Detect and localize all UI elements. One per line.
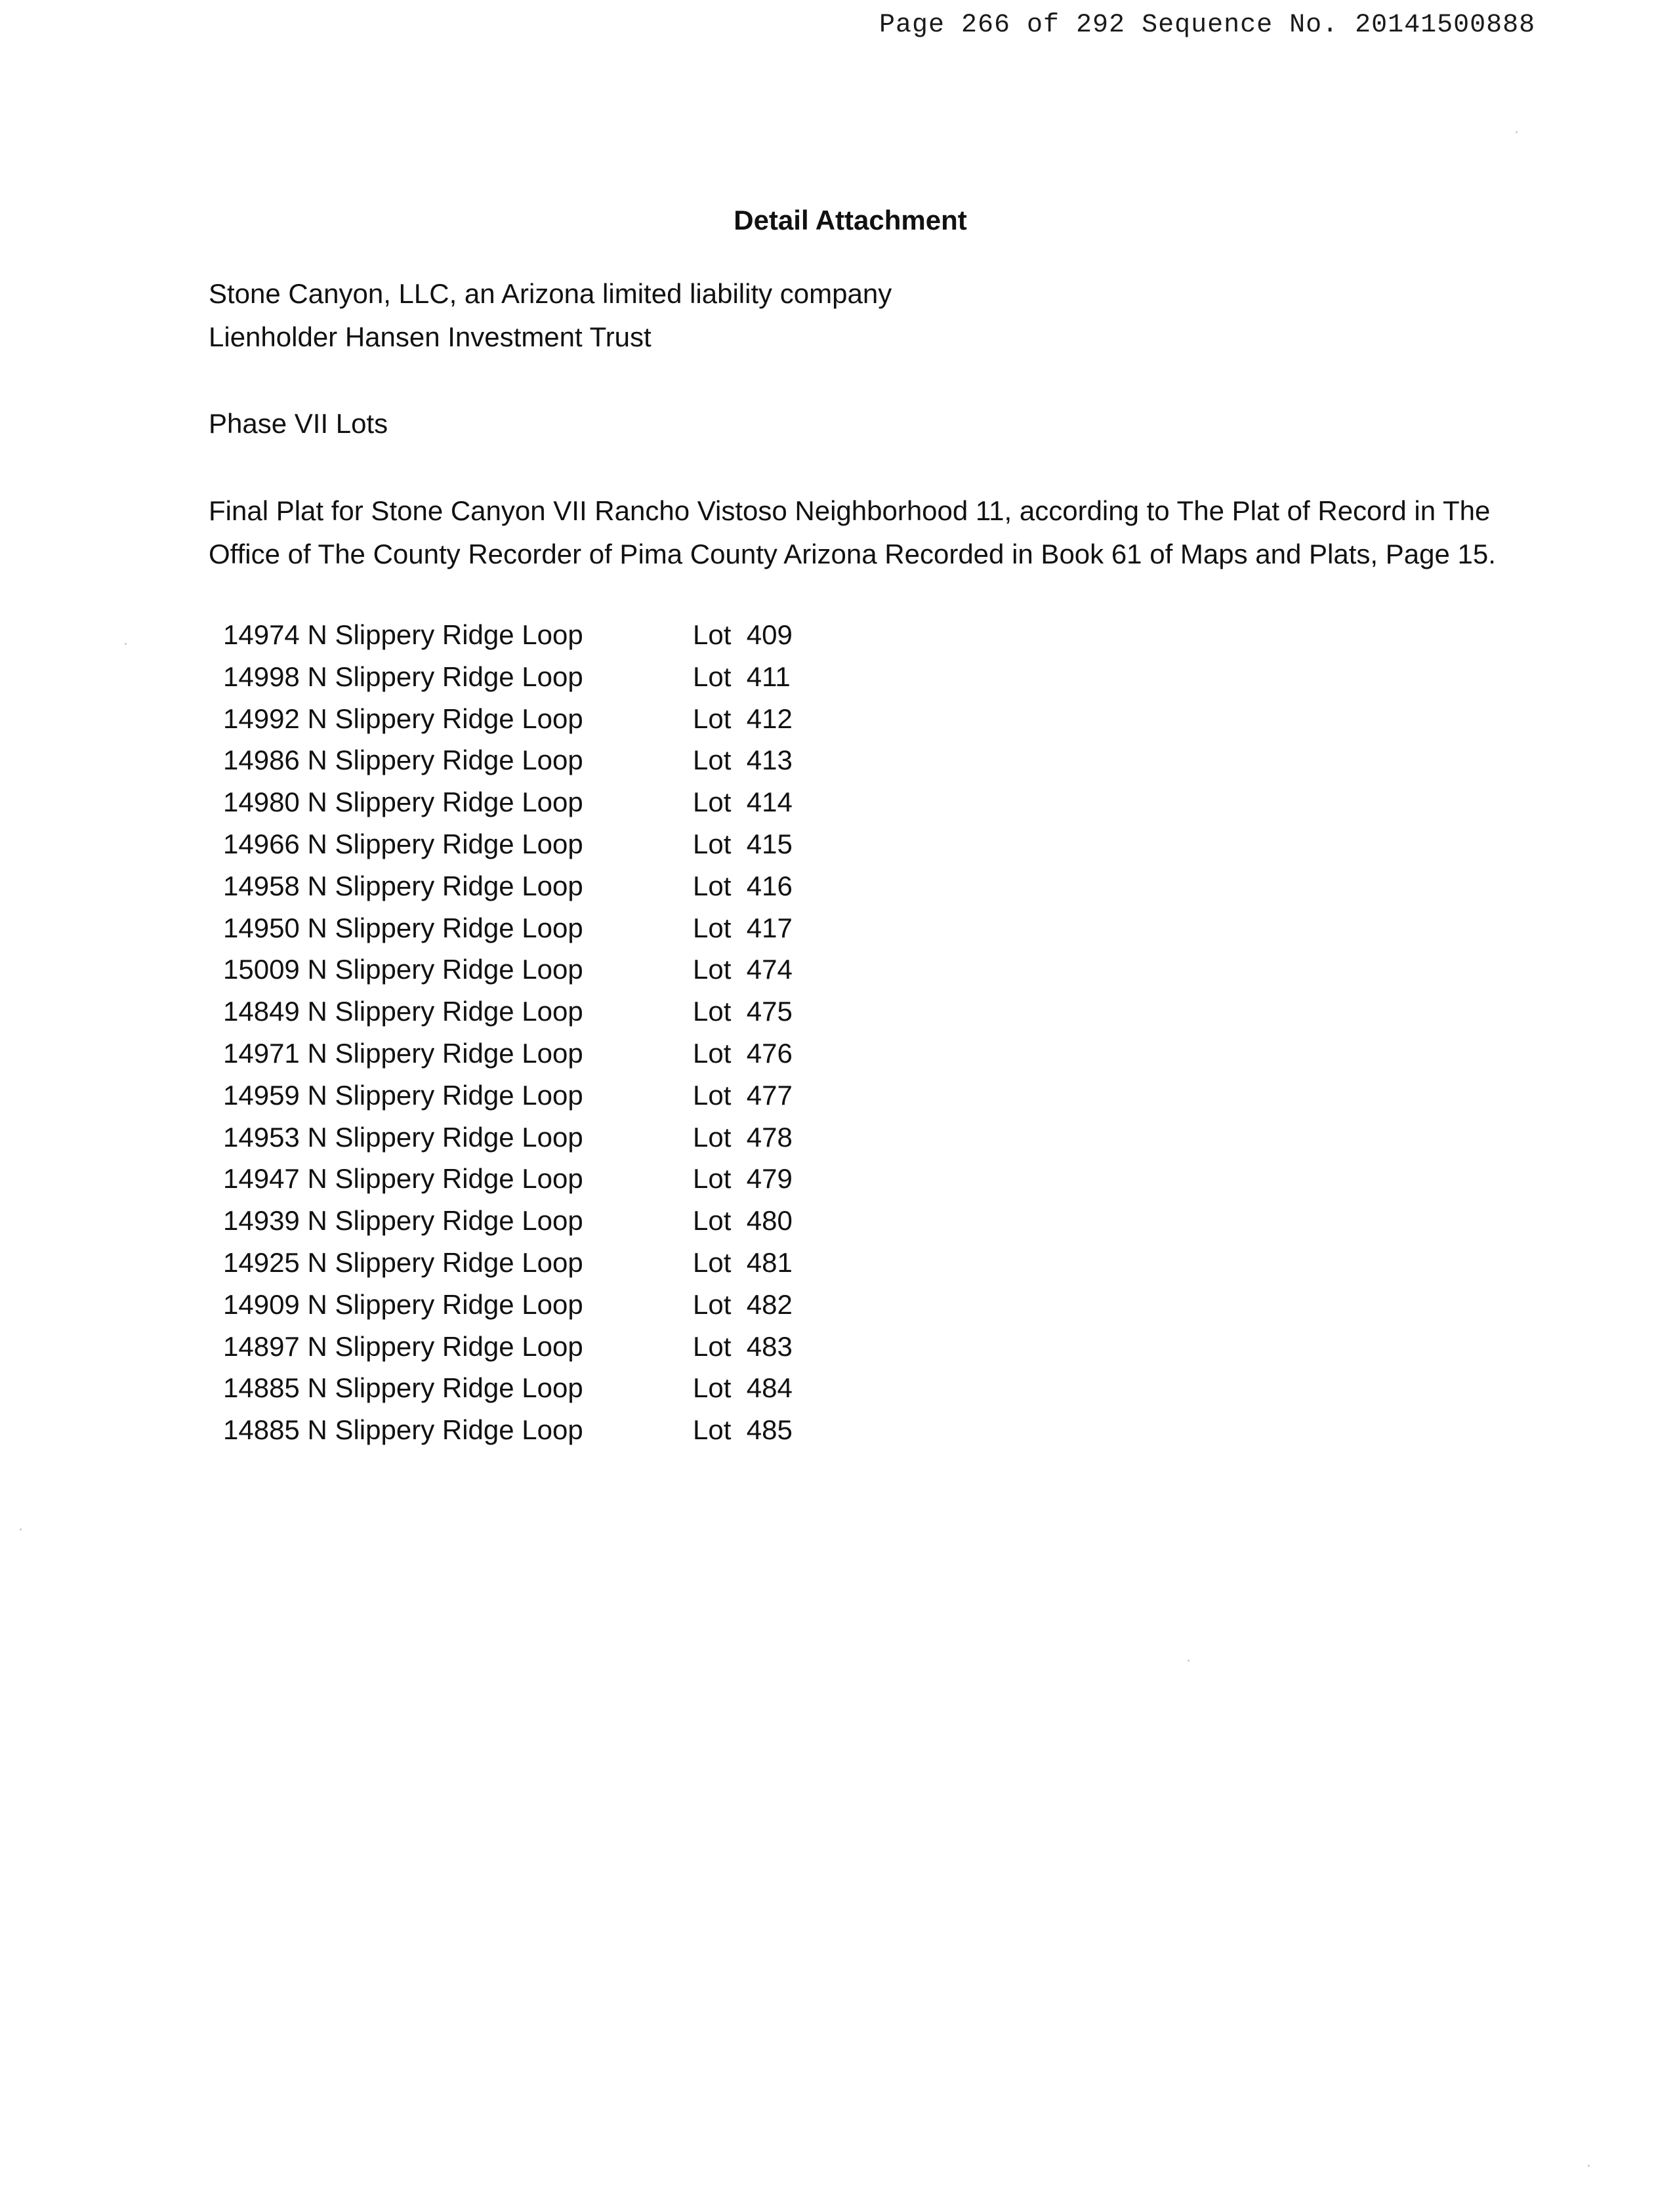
lot-number: Lot 485 <box>693 1414 793 1446</box>
lot-number: Lot 413 <box>693 745 793 776</box>
scan-speck <box>125 643 127 645</box>
lot-number: Lot 416 <box>693 870 793 901</box>
lot-number: Lot 412 <box>693 703 793 734</box>
lot-address: 14986 N Slippery Ridge Loop <box>223 745 583 776</box>
scan-speck <box>1188 1660 1190 1662</box>
lienholder-line: Lienholder Hansen Investment Trust <box>209 321 652 352</box>
lot-number: Lot 478 <box>693 1121 793 1153</box>
legal-description-line: Office of The County Recorder of Pima County Arizona Recorded in Book 61 of Maps and Plats, Page 15. <box>209 539 1496 569</box>
lot-number: Lot 484 <box>693 1372 793 1404</box>
lot-number: Lot 480 <box>693 1205 793 1237</box>
scan-speck <box>1516 131 1518 133</box>
lot-number: Lot 482 <box>693 1288 793 1320</box>
lot-number: Lot 417 <box>693 912 793 943</box>
lot-address: 14885 N Slippery Ridge Loop <box>223 1414 583 1446</box>
lot-number: Lot 411 <box>693 661 791 692</box>
legal-description-line: Final Plat for Stone Canyon VII Rancho Vistoso Neighborhood 11, according to The Plat of Record in The <box>209 495 1491 526</box>
lot-number: Lot 481 <box>693 1246 793 1278</box>
lot-address: 14966 N Slippery Ridge Loop <box>223 828 583 859</box>
owner-line: Stone Canyon, LLC, an Arizona limited liability company <box>209 278 892 309</box>
lot-address: 14974 N Slippery Ridge Loop <box>223 619 583 650</box>
section-heading: Phase VII Lots <box>209 408 388 439</box>
lot-address: 14958 N Slippery Ridge Loop <box>223 870 583 901</box>
lot-number: Lot 477 <box>693 1079 793 1111</box>
lot-address: 14885 N Slippery Ridge Loop <box>223 1372 583 1404</box>
lot-number: Lot 474 <box>693 954 793 985</box>
lot-number: Lot 409 <box>693 619 793 650</box>
lot-address: 14950 N Slippery Ridge Loop <box>223 912 583 943</box>
lot-address: 14971 N Slippery Ridge Loop <box>223 1037 583 1069</box>
lot-address: 14849 N Slippery Ridge Loop <box>223 996 583 1027</box>
lot-address: 14897 N Slippery Ridge Loop <box>223 1330 583 1362</box>
lot-address: 15009 N Slippery Ridge Loop <box>223 954 583 985</box>
lot-address: 14939 N Slippery Ridge Loop <box>223 1205 583 1237</box>
lot-number: Lot 479 <box>693 1163 793 1195</box>
lot-number: Lot 476 <box>693 1037 793 1069</box>
lot-address: 14980 N Slippery Ridge Loop <box>223 787 583 818</box>
scan-speck <box>20 1528 22 1530</box>
lot-address: 14998 N Slippery Ridge Loop <box>223 661 583 692</box>
lot-address: 14925 N Slippery Ridge Loop <box>223 1246 583 1278</box>
lot-number: Lot 414 <box>693 787 793 818</box>
lot-address: 14959 N Slippery Ridge Loop <box>223 1079 583 1111</box>
lot-number: Lot 475 <box>693 996 793 1027</box>
lot-number: Lot 415 <box>693 828 793 859</box>
recording-stamp: Page 266 of 292 Sequence No. 20141500888 <box>879 10 1536 40</box>
lot-address: 14909 N Slippery Ridge Loop <box>223 1288 583 1320</box>
lot-number: Lot 483 <box>693 1330 793 1362</box>
page-title: Detail Attachment <box>734 205 967 236</box>
legal-description <box>209 489 1527 576</box>
lot-address: 14992 N Slippery Ridge Loop <box>223 703 583 734</box>
scan-speck <box>1588 2165 1590 2167</box>
lot-address: 14947 N Slippery Ridge Loop <box>223 1163 583 1195</box>
lot-address: 14953 N Slippery Ridge Loop <box>223 1121 583 1153</box>
